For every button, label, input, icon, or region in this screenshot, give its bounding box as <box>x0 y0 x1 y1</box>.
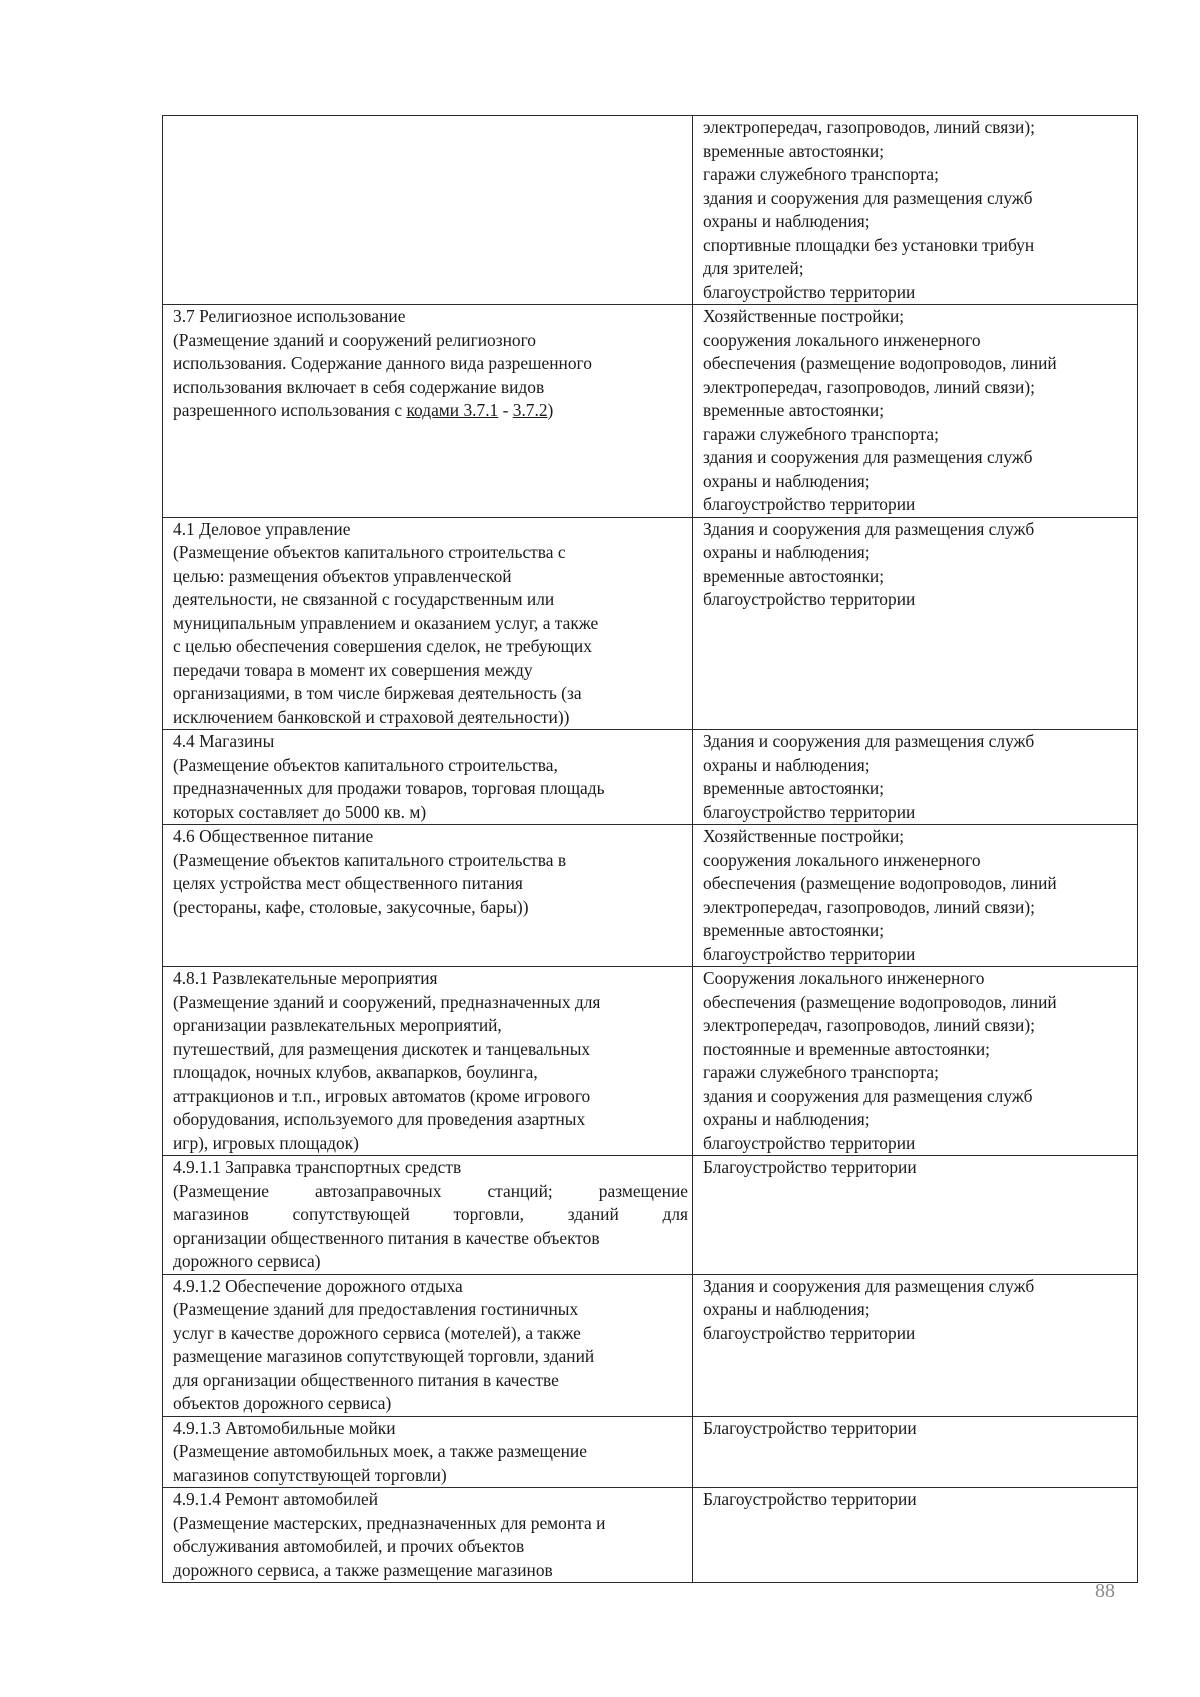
table-row <box>163 730 1138 825</box>
cell-line: охраны и наблюдения; <box>703 754 870 775</box>
cell-line: электропередач, газопроводов, линий связи); <box>703 376 1035 397</box>
allowed-facilities-cell <box>693 305 1138 518</box>
allowed-facilities-cell <box>693 967 1138 1156</box>
table-row <box>163 517 1138 730</box>
cell-line: организации общественного питания в качестве объектов <box>173 1227 600 1248</box>
cell-line: использования включает в себя содержание видов <box>173 376 545 397</box>
cell-line: дорожного сервиса) <box>173 1251 321 1271</box>
cell-line: организации развлекательных мероприятий, <box>173 1015 502 1035</box>
cell-line: благоустройство территории <box>703 1132 916 1153</box>
allowed-facilities-cell <box>693 1488 1138 1583</box>
cell-line: Хозяйственные постройки; <box>703 826 905 846</box>
cell-line: целях устройства мест общественного питания <box>173 873 523 893</box>
cell-line: Здания и сооружения для размещения служб <box>703 1275 1035 1296</box>
cell-line: обслуживания автомобилей, и прочих объектов <box>173 1536 525 1556</box>
use-type-title: 4.6 Общественное питание <box>173 826 374 846</box>
use-type-cell <box>163 730 693 825</box>
cell-line-with-links <box>173 399 688 423</box>
cell-line: использования. Содержание данного вида разрешенного <box>173 353 592 373</box>
cell-line: игр), игровых площадок) <box>173 1132 359 1153</box>
use-type-cell <box>163 967 693 1156</box>
link-suffix: ) <box>547 400 554 420</box>
cell-line: путешествий, для размещения дискотек и танцевальных <box>173 1038 591 1059</box>
cell-line: оборудования, используемого для проведения азартных <box>173 1109 586 1129</box>
use-type-title: 4.1 Деловое управление <box>173 518 351 539</box>
cell-line: муниципальным управлением и оказанием услуг, а также <box>173 612 599 633</box>
cell-line: здания и сооружения для размещения служб <box>703 1085 1033 1106</box>
allowed-facilities-cell <box>693 1274 1138 1416</box>
link-separator: - <box>498 400 513 420</box>
table-row <box>163 825 1138 967</box>
cell-line: аттракционов и т.п., игровых автоматов (кроме игрового <box>173 1085 591 1106</box>
cell-line: (Размещение зданий и сооружений, предназначенных для <box>173 991 601 1012</box>
use-type-cell <box>163 116 693 305</box>
cell-line-justified: (Размещение автозаправочных станций; размещение <box>173 1180 688 1201</box>
cell-line: (рестораны, кафе, столовые, закусочные, бары)) <box>173 896 529 917</box>
cell-line: (Размещение объектов капитального строительства, <box>173 754 558 775</box>
cell-line: Здания и сооружения для размещения служб <box>703 518 1035 539</box>
cell-line: Благоустройство территории <box>703 1417 917 1438</box>
cell-line: (Размещение зданий для предоставления гостиничных <box>173 1299 579 1319</box>
cell-line: Хозяйственные постройки; <box>703 306 905 326</box>
use-type-title: 4.9.1.1 Заправка транспортных средств <box>173 1157 462 1177</box>
cell-line: обеспечения (размещение водопроводов, линий <box>703 991 1057 1012</box>
cell-line: временные автостоянки; <box>703 565 885 586</box>
cell-line: с целью обеспечения совершения сделок, не требующих <box>173 636 592 656</box>
cell-line: сооружения локального инженерного <box>703 849 981 870</box>
cell-line: предназначенных для продажи товаров, торговая площадь <box>173 778 605 798</box>
cell-line: благоустройство территории <box>703 281 916 302</box>
cell-line: благоустройство территории <box>703 801 916 822</box>
table-row <box>163 967 1138 1156</box>
cell-line: передачи товара в момент их совершения между <box>173 659 533 680</box>
allowed-facilities-cell <box>693 825 1138 967</box>
table-row <box>163 1488 1138 1583</box>
cell-line: площадок, ночных клубов, аквапарков, боулинга, <box>173 1062 538 1082</box>
cell-line: целью: размещения объектов управленческой <box>173 565 512 586</box>
cell-line: организациями, в том числе биржевая деятельность (за <box>173 683 582 703</box>
land-use-table-body <box>163 116 1138 1583</box>
cell-line: временные автостоянки; <box>703 400 885 420</box>
cell-line: Благоустройство территории <box>703 1157 917 1177</box>
cell-line: дорожного сервиса, а также размещение магазинов <box>173 1559 553 1580</box>
cell-line: здания и сооружения для размещения служб <box>703 187 1033 208</box>
cell-line: исключением банковской и страховой деятельности)) <box>173 706 570 727</box>
cell-line: (Размещение объектов капитального строительства с <box>173 542 566 562</box>
cell-line-justified: магазинов сопутствующей торговли, зданий для <box>173 1204 688 1224</box>
cell-line: временные автостоянки; <box>703 140 885 161</box>
use-type-cell <box>163 1488 693 1583</box>
cell-line: Сооружения локального инженерного <box>703 968 985 988</box>
use-type-title: 4.9.1.3 Автомобильные мойки <box>173 1417 396 1438</box>
cell-line: охраны и наблюдения; <box>703 470 870 491</box>
cell-line: охраны и наблюдения; <box>703 542 870 562</box>
cell-line: гаражи служебного транспорта; <box>703 423 939 444</box>
cell-line: (Размещение зданий и сооружений религиозного <box>173 329 536 350</box>
use-type-cell <box>163 1416 693 1488</box>
cell-line: Благоустройство территории <box>703 1489 917 1509</box>
table-row <box>163 116 1138 305</box>
allowed-facilities-cell <box>693 517 1138 730</box>
cell-line: благоустройство территории <box>703 589 916 609</box>
cell-line: (Размещение объектов капитального строительства в <box>173 849 567 870</box>
cell-line: охраны и наблюдения; <box>703 211 870 231</box>
cell-line: благоустройство территории <box>703 494 916 514</box>
cell-line: размещение магазинов сопутствующей торговли, зданий <box>173 1346 595 1366</box>
cell-line: обеспечения (размещение водопроводов, линий <box>703 873 1057 893</box>
page-number: 88 <box>1095 1580 1115 1602</box>
cell-line: для зрителей; <box>703 258 804 278</box>
table-row <box>163 1416 1138 1488</box>
cell-line: охраны и наблюдения; <box>703 1299 870 1319</box>
use-type-title: 4.8.1 Развлекательные мероприятия <box>173 968 438 988</box>
cell-line: благоустройство территории <box>703 1322 916 1343</box>
code-link-3-7-1[interactable]: кодами 3.7.1 <box>406 400 499 420</box>
cell-line: гаражи служебного транспорта; <box>703 164 939 184</box>
cell-line: магазинов сопутствующей торговли) <box>173 1464 447 1485</box>
cell-line: охраны и наблюдения; <box>703 1109 870 1129</box>
cell-line: здания и сооружения для размещения служб <box>703 447 1033 467</box>
allowed-facilities-cell <box>693 1156 1138 1275</box>
use-type-title: 4.9.1.4 Ремонт автомобилей <box>173 1489 379 1509</box>
cell-line: услуг в качестве дорожного сервиса (мотелей), а также <box>173 1322 581 1343</box>
use-type-title: 4.9.1.2 Обеспечение дорожного отдыха <box>173 1275 463 1296</box>
use-type-title: 4.4 Магазины <box>173 731 275 751</box>
cell-line: сооружения локального инженерного <box>703 329 981 350</box>
use-type-cell <box>163 1274 693 1416</box>
cell-line: спортивные площадки без установки трибун <box>703 234 1035 255</box>
cell-line: деятельности, не связанной с государственным или <box>173 589 555 609</box>
use-type-title: 3.7 Религиозное использование <box>173 306 406 326</box>
table-row <box>163 1274 1138 1416</box>
cell-line: электропередач, газопроводов, линий связи); <box>703 1015 1035 1035</box>
land-use-table <box>162 115 1138 1583</box>
code-link-3-7-2[interactable]: 3.7.2 <box>512 400 548 420</box>
cell-line: (Размещение мастерских, предназначенных для ремонта и <box>173 1512 606 1533</box>
use-type-cell <box>163 305 693 518</box>
use-type-cell <box>163 1156 693 1275</box>
cell-line: временные автостоянки; <box>703 778 885 798</box>
allowed-facilities-cell <box>693 116 1138 305</box>
allowed-facilities-cell <box>693 1416 1138 1488</box>
cell-line: постоянные и временные автостоянки; <box>703 1038 990 1059</box>
use-type-cell <box>163 825 693 967</box>
cell-line: Здания и сооружения для размещения служб <box>703 731 1035 751</box>
cell-line: гаражи служебного транспорта; <box>703 1062 939 1082</box>
use-type-cell <box>163 517 693 730</box>
cell-line: благоустройство территории <box>703 943 916 964</box>
cell-line: временные автостоянки; <box>703 920 885 940</box>
table-row <box>163 305 1138 518</box>
allowed-facilities-cell <box>693 730 1138 825</box>
table-row <box>163 1156 1138 1275</box>
cell-line: обеспечения (размещение водопроводов, линий <box>703 353 1057 373</box>
link-prefix: разрешенного использования с <box>173 400 407 420</box>
cell-line: которых составляет до 5000 кв. м) <box>173 801 427 822</box>
cell-line: (Размещение автомобильных моек, а также размещение <box>173 1441 587 1461</box>
cell-line: электропередач, газопроводов, линий связи); <box>703 896 1035 917</box>
cell-line: объектов дорожного сервиса) <box>173 1393 392 1413</box>
cell-line: для организации общественного питания в качестве <box>173 1369 559 1390</box>
cell-line: электропередач, газопроводов, линий связи); <box>703 117 1035 137</box>
